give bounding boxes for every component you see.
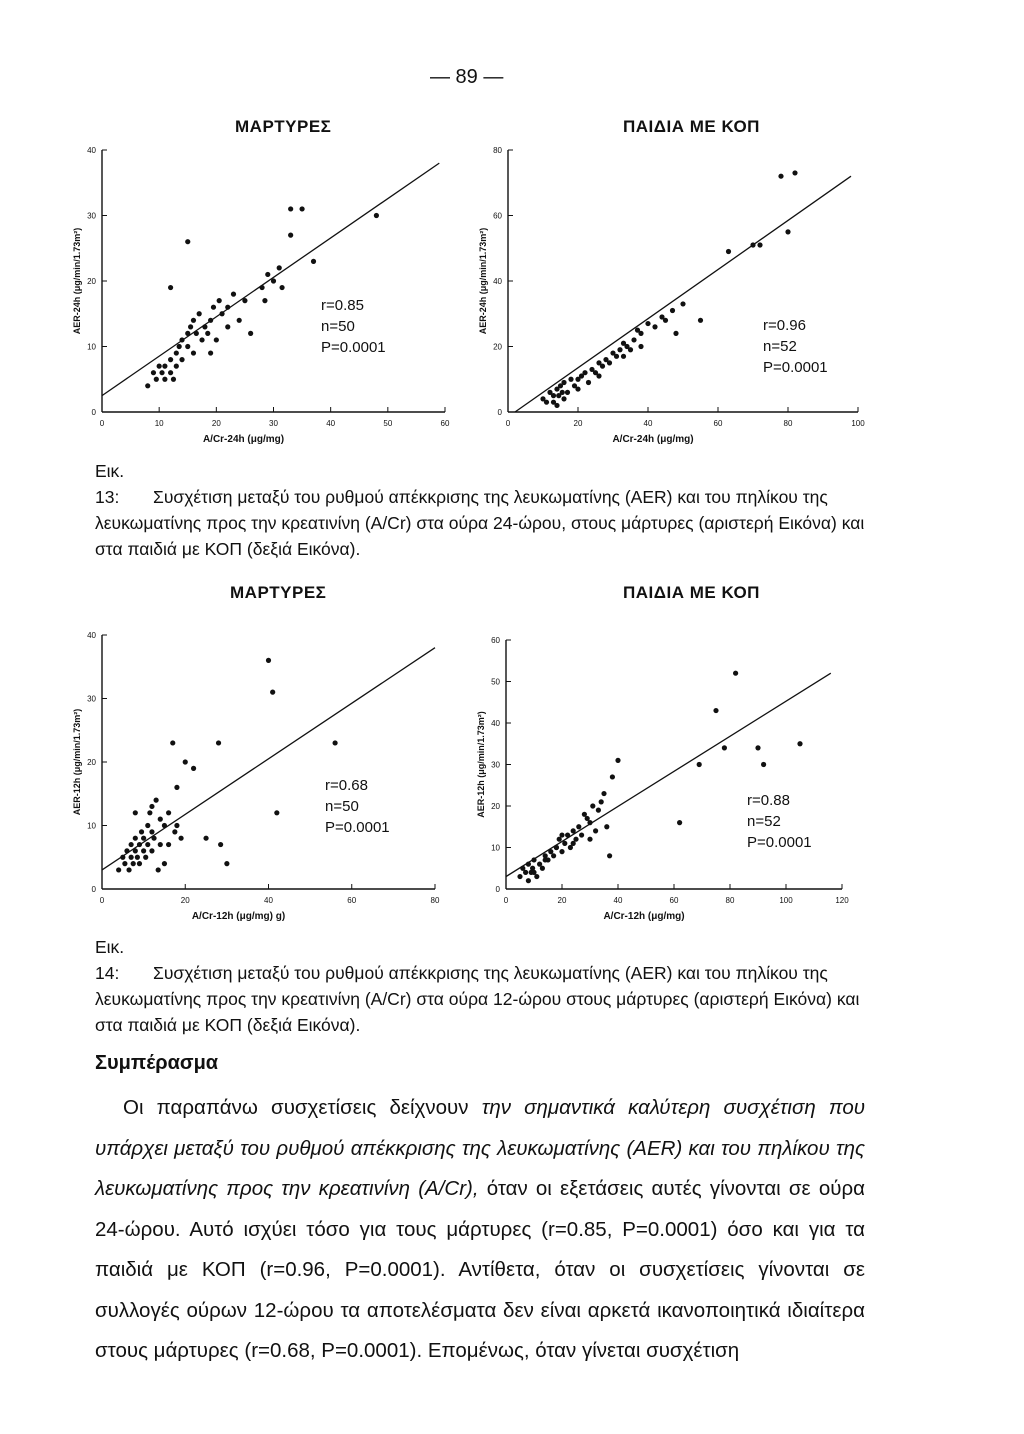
data-point bbox=[697, 762, 702, 767]
data-point bbox=[154, 377, 159, 382]
y-tick-label: 20 bbox=[491, 802, 500, 811]
y-axis-label: AER-12h (μg/min/1.73m²) bbox=[476, 711, 486, 818]
stat-label: n=52 bbox=[763, 338, 797, 355]
data-point bbox=[154, 798, 159, 803]
data-point bbox=[596, 808, 601, 813]
data-point bbox=[158, 817, 163, 822]
data-point bbox=[576, 824, 581, 829]
y-tick-label: 10 bbox=[87, 821, 96, 831]
data-point bbox=[129, 855, 134, 860]
data-point bbox=[565, 832, 570, 837]
data-point bbox=[288, 206, 293, 211]
data-point bbox=[183, 759, 188, 764]
data-point bbox=[178, 836, 183, 841]
y-tick-label: 60 bbox=[491, 636, 500, 645]
x-tick-label: 80 bbox=[783, 419, 793, 428]
stat-label: P=0.0001 bbox=[321, 339, 386, 356]
stat-label: r=0.88 bbox=[747, 792, 790, 809]
stat-label: P=0.0001 bbox=[763, 359, 828, 376]
y-tick-label: 30 bbox=[87, 694, 96, 704]
data-point bbox=[543, 857, 548, 862]
x-tick-label: 50 bbox=[383, 419, 393, 428]
data-point bbox=[599, 799, 604, 804]
data-point bbox=[158, 842, 163, 847]
data-point bbox=[205, 331, 210, 336]
data-point bbox=[156, 867, 161, 872]
data-point bbox=[593, 828, 598, 833]
x-axis-label: A/Cr-12h (μg/mg) g) bbox=[191, 911, 286, 922]
data-point bbox=[151, 836, 156, 841]
x-tick-label: 80 bbox=[725, 896, 735, 905]
data-point bbox=[615, 758, 620, 763]
data-point bbox=[785, 229, 790, 234]
data-point bbox=[607, 360, 612, 365]
x-tick-label: 40 bbox=[326, 419, 336, 428]
data-point bbox=[174, 350, 179, 355]
data-point bbox=[185, 331, 190, 336]
data-point bbox=[271, 278, 276, 283]
data-point bbox=[237, 318, 242, 323]
data-point bbox=[214, 337, 219, 342]
x-tick-label: 20 bbox=[211, 419, 221, 428]
data-point bbox=[722, 745, 727, 750]
fig13-right-chart bbox=[465, 140, 875, 450]
data-point bbox=[274, 810, 279, 815]
stat-label: P=0.0001 bbox=[325, 819, 390, 836]
data-point bbox=[677, 820, 682, 825]
stat-label: r=0.96 bbox=[763, 317, 806, 334]
data-point bbox=[131, 861, 136, 866]
data-point bbox=[374, 213, 379, 218]
data-point bbox=[151, 370, 156, 375]
data-point bbox=[698, 318, 703, 323]
data-point bbox=[571, 841, 576, 846]
data-point bbox=[797, 741, 802, 746]
data-point bbox=[170, 740, 175, 745]
fig14-caption-label: Εικ. 14: bbox=[95, 937, 125, 983]
data-point bbox=[750, 242, 755, 247]
regression-line bbox=[515, 176, 851, 412]
data-point bbox=[551, 853, 556, 858]
data-point bbox=[208, 318, 213, 323]
data-point bbox=[149, 829, 154, 834]
data-point bbox=[531, 870, 536, 875]
data-point bbox=[565, 390, 570, 395]
data-point bbox=[174, 364, 179, 369]
fig14-left-chart bbox=[55, 625, 465, 925]
fig13-right-title: ΠΑΙΔΙΑ ΜΕ ΚΟΠ bbox=[623, 117, 760, 136]
conclusion-paragraph bbox=[95, 1088, 865, 1372]
x-tick-label: 20 bbox=[557, 896, 567, 905]
data-point bbox=[757, 242, 762, 247]
x-tick-label: 0 bbox=[503, 896, 509, 905]
regression-line bbox=[102, 648, 435, 870]
data-point bbox=[122, 861, 127, 866]
x-tick-label: 100 bbox=[851, 419, 865, 428]
data-point bbox=[582, 370, 587, 375]
y-axis-label: AER-12h (μg/min/1.73m²) bbox=[72, 708, 82, 816]
fig14-right-chart bbox=[465, 625, 875, 925]
y-tick-label: 40 bbox=[87, 631, 96, 640]
data-point bbox=[554, 403, 559, 408]
data-point bbox=[225, 324, 230, 329]
data-point bbox=[162, 861, 167, 866]
data-point bbox=[116, 867, 121, 872]
y-tick-label: 30 bbox=[491, 760, 500, 770]
data-point bbox=[531, 857, 536, 862]
data-point bbox=[638, 331, 643, 336]
x-tick-label: 20 bbox=[573, 419, 583, 428]
y-tick-label: 40 bbox=[87, 146, 96, 155]
y-tick-label: 40 bbox=[493, 277, 502, 286]
data-point bbox=[179, 337, 184, 342]
x-tick-label: 20 bbox=[180, 896, 190, 905]
data-point bbox=[526, 862, 531, 867]
data-point bbox=[135, 855, 140, 860]
data-point bbox=[162, 823, 167, 828]
data-point bbox=[559, 832, 564, 837]
data-point bbox=[604, 824, 609, 829]
fig13-caption-label: Εικ. 13: bbox=[95, 461, 125, 507]
x-tick-label: 60 bbox=[669, 896, 679, 905]
data-point bbox=[279, 285, 284, 290]
x-tick-label: 80 bbox=[430, 896, 440, 905]
y-tick-label: 10 bbox=[491, 843, 500, 853]
data-point bbox=[162, 377, 167, 382]
y-tick-label: 80 bbox=[493, 146, 502, 155]
data-point bbox=[551, 393, 556, 398]
data-point bbox=[663, 318, 668, 323]
data-point bbox=[610, 774, 615, 779]
x-tick-label: 120 bbox=[835, 896, 849, 905]
data-point bbox=[145, 842, 150, 847]
data-point bbox=[216, 740, 221, 745]
data-point bbox=[262, 298, 267, 303]
data-point bbox=[149, 848, 154, 853]
data-point bbox=[231, 292, 236, 297]
data-point bbox=[631, 337, 636, 342]
data-point bbox=[141, 848, 146, 853]
data-point bbox=[218, 842, 223, 847]
x-tick-label: 30 bbox=[269, 419, 278, 428]
data-point bbox=[587, 837, 592, 842]
x-tick-label: 60 bbox=[440, 419, 450, 428]
x-tick-label: 40 bbox=[643, 419, 653, 428]
data-point bbox=[523, 870, 528, 875]
data-point bbox=[680, 301, 685, 306]
stat-label: r=0.85 bbox=[321, 297, 364, 314]
data-point bbox=[166, 842, 171, 847]
data-point bbox=[792, 170, 797, 175]
data-point bbox=[311, 259, 316, 264]
fig13-left-title: ΜΑΡΤΥΡΕΣ bbox=[235, 117, 332, 136]
data-point bbox=[185, 344, 190, 349]
data-point bbox=[188, 324, 193, 329]
fig14-caption bbox=[95, 934, 875, 1038]
data-point bbox=[203, 836, 208, 841]
data-point bbox=[168, 370, 173, 375]
data-point bbox=[191, 766, 196, 771]
data-point bbox=[219, 311, 224, 316]
data-point bbox=[600, 364, 605, 369]
data-point bbox=[333, 740, 338, 745]
x-tick-label: 60 bbox=[347, 896, 357, 905]
x-tick-label: 0 bbox=[99, 896, 105, 905]
data-point bbox=[726, 249, 731, 254]
data-point bbox=[242, 298, 247, 303]
x-tick-label: 40 bbox=[264, 896, 273, 905]
data-point bbox=[211, 305, 216, 310]
data-point bbox=[755, 745, 760, 750]
data-point bbox=[191, 318, 196, 323]
data-point bbox=[540, 866, 545, 871]
stat-label: r=0.68 bbox=[325, 777, 368, 794]
data-point bbox=[224, 861, 229, 866]
data-point bbox=[601, 791, 606, 796]
data-point bbox=[571, 828, 576, 833]
data-point bbox=[137, 842, 142, 847]
data-point bbox=[299, 206, 304, 211]
data-point bbox=[145, 383, 150, 388]
data-point bbox=[168, 285, 173, 290]
data-point bbox=[162, 364, 167, 369]
data-point bbox=[248, 331, 253, 336]
conclusion-lead: Οι παραπάνω συσχετίσεις δείχνουν bbox=[123, 1096, 469, 1119]
data-point bbox=[168, 357, 173, 362]
x-axis-label: A/Cr-12h (μg/mg) bbox=[603, 911, 685, 922]
data-point bbox=[733, 671, 738, 676]
data-point bbox=[621, 354, 626, 359]
data-point bbox=[147, 810, 152, 815]
data-point bbox=[778, 174, 783, 179]
data-point bbox=[562, 841, 567, 846]
x-tick-label: 0 bbox=[505, 419, 511, 428]
data-point bbox=[586, 380, 591, 385]
data-point bbox=[288, 233, 293, 238]
data-point bbox=[587, 820, 592, 825]
data-point bbox=[149, 804, 154, 809]
page-number: — 89 — bbox=[430, 66, 504, 88]
data-point bbox=[559, 849, 564, 854]
data-point bbox=[208, 350, 213, 355]
data-point bbox=[126, 867, 131, 872]
x-tick-label: 0 bbox=[99, 419, 105, 428]
y-tick-label: 60 bbox=[493, 211, 502, 221]
data-point bbox=[266, 658, 271, 663]
y-tick-label: 20 bbox=[493, 342, 502, 352]
y-tick-label: 30 bbox=[87, 211, 96, 221]
y-tick-label: 50 bbox=[491, 677, 500, 687]
data-point bbox=[265, 272, 270, 277]
data-point bbox=[159, 370, 164, 375]
data-point bbox=[174, 823, 179, 828]
data-point bbox=[517, 874, 522, 879]
y-axis-label: AER-24h (μg/min/1.73m²) bbox=[72, 227, 82, 335]
data-point bbox=[157, 364, 162, 369]
y-tick-label: 0 bbox=[495, 885, 500, 894]
data-point bbox=[652, 324, 657, 329]
data-point bbox=[670, 308, 675, 313]
data-point bbox=[143, 855, 148, 860]
fig13-caption-text: Συσχέτιση μεταξύ του ρυθμού απέκκρισης της λευκωματίνης (AER) και του πηλίκου της λευκωματίνης προς την κρεατινίνη (A/Cr) στα ούρα 24-ώρου, στους μάρτυρες (αριστερή Εικόνα) και στα παιδιά με ΚΟΠ (δεξιά Εικόνα). bbox=[95, 487, 865, 559]
x-axis-label: A/Cr-24h (μg/mg) bbox=[612, 434, 694, 445]
data-point bbox=[617, 347, 622, 352]
section-title: Συμπέρασμα bbox=[95, 1052, 219, 1074]
data-point bbox=[561, 380, 566, 385]
fig13-left-chart bbox=[55, 140, 465, 450]
stat-label: n=50 bbox=[321, 318, 355, 335]
data-point bbox=[166, 810, 171, 815]
x-tick-label: 40 bbox=[613, 896, 623, 905]
stat-label: P=0.0001 bbox=[747, 834, 812, 851]
y-tick-label: 10 bbox=[87, 342, 96, 352]
data-point bbox=[579, 832, 584, 837]
data-point bbox=[141, 836, 146, 841]
data-point bbox=[202, 324, 207, 329]
data-point bbox=[568, 377, 573, 382]
data-point bbox=[561, 396, 566, 401]
data-point bbox=[607, 853, 612, 858]
y-tick-label: 20 bbox=[87, 277, 96, 286]
data-point bbox=[628, 347, 633, 352]
data-point bbox=[554, 845, 559, 850]
data-point bbox=[575, 386, 580, 391]
fig14-right-title: ΠΑΙΔΙΑ ΜΕ ΚΟΠ bbox=[623, 583, 760, 602]
y-tick-label: 40 bbox=[491, 719, 500, 728]
stat-label: n=52 bbox=[747, 813, 781, 830]
x-tick-label: 100 bbox=[779, 896, 793, 905]
data-point bbox=[191, 350, 196, 355]
data-point bbox=[133, 836, 138, 841]
data-point bbox=[645, 321, 650, 326]
conclusion-italic: την σημαντικά καλύτερη συσχέτιση που υπάρχει μεταξύ του ρυθμού απέκκρισης της λευκωματίνης (AER) και του πηλίκου της λευκωματίνης προς την κρεατινίνη (A/Cr), bbox=[95, 1096, 865, 1200]
data-point bbox=[713, 708, 718, 713]
data-point bbox=[124, 848, 129, 853]
data-point bbox=[596, 373, 601, 378]
conclusion-rest: όταν οι εξετάσεις αυτές γίνονται σε ούρα 24-ώρου. Αυτό ισχύει τόσο για τους μάρτυρες (r=0.85, P=0.0001) όσο και για τα παιδιά με ΚΟΠ (r=0.96, P=0.0001). Αντίθετα, όταν οι συσχετίσεις γίνονται σε συλλογές ούρων 12-ώρου τα αποτελέσματα δεν είναι αρκετά ικανοποιητικά ιδιαίτερα στους μάρτυρες (r=0.68, P=0.0001). Επομένως, όταν γίνεται συσχέτιση bbox=[95, 1177, 865, 1362]
y-tick-label: 0 bbox=[91, 885, 96, 894]
data-point bbox=[197, 311, 202, 316]
data-point bbox=[544, 400, 549, 405]
y-tick-label: 0 bbox=[91, 408, 96, 417]
x-tick-label: 60 bbox=[713, 419, 723, 428]
data-point bbox=[526, 878, 531, 883]
data-point bbox=[129, 842, 134, 847]
x-axis-label: A/Cr-24h (μg/mg) bbox=[202, 434, 285, 445]
data-point bbox=[194, 331, 199, 336]
data-point bbox=[217, 298, 222, 303]
data-point bbox=[638, 344, 643, 349]
x-tick-label: 10 bbox=[154, 419, 164, 428]
data-point bbox=[133, 848, 138, 853]
y-axis-label: AER-24h (μg/min/1.73m²) bbox=[478, 227, 488, 335]
data-point bbox=[120, 855, 125, 860]
y-tick-label: 0 bbox=[497, 408, 502, 417]
fig14-left-title: ΜΑΡΤΥΡΕΣ bbox=[230, 583, 327, 602]
data-point bbox=[174, 785, 179, 790]
regression-line bbox=[102, 163, 439, 396]
data-point bbox=[225, 305, 230, 310]
data-point bbox=[277, 265, 282, 270]
data-point bbox=[179, 357, 184, 362]
data-point bbox=[259, 285, 264, 290]
fig13-caption bbox=[95, 458, 875, 562]
data-point bbox=[172, 829, 177, 834]
data-point bbox=[145, 823, 150, 828]
data-point bbox=[270, 690, 275, 695]
data-point bbox=[560, 390, 565, 395]
data-point bbox=[199, 337, 204, 342]
data-point bbox=[133, 810, 138, 815]
data-point bbox=[590, 803, 595, 808]
fig14-caption-text: Συσχέτιση μεταξύ του ρυθμού απέκκρισης της λευκωματίνης (AER) και του πηλίκου της λευκωματίνης προς την κρεατινίνη (A/Cr) στα ούρα 12-ώρου στους μάρτυρες (αριστερή Εικόνα) και στα παιδιά με ΚΟΠ (δεξιά Εικόνα). bbox=[95, 963, 860, 1035]
data-point bbox=[614, 354, 619, 359]
data-point bbox=[171, 377, 176, 382]
data-point bbox=[139, 829, 144, 834]
data-point bbox=[137, 861, 142, 866]
stat-label: n=50 bbox=[325, 798, 359, 815]
y-tick-label: 20 bbox=[87, 758, 96, 767]
data-point bbox=[761, 762, 766, 767]
data-point bbox=[177, 344, 182, 349]
data-point bbox=[673, 331, 678, 336]
data-point bbox=[185, 239, 190, 244]
